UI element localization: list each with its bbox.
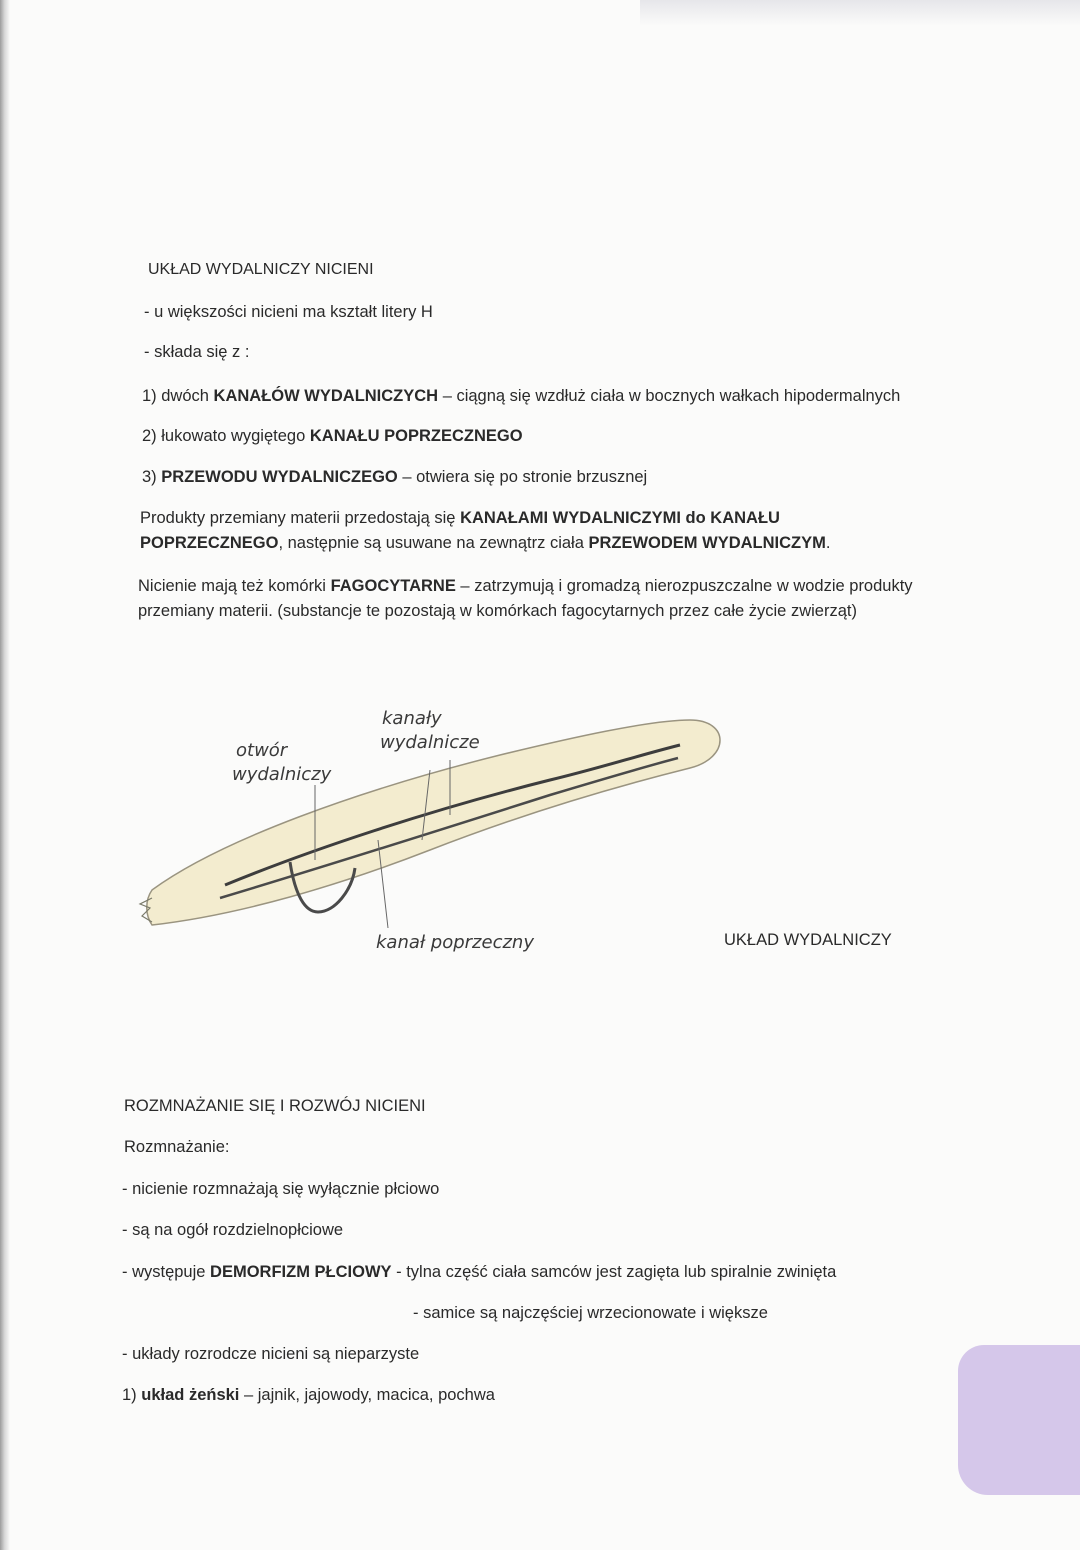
list-item-female-system: 1) układ żeński – jajnik, jajowody, macica, pochwa [122,1386,495,1404]
scan-top-shadow [640,0,1080,26]
label-canals-line2: wydalnicze [380,732,480,753]
nematode-excretory-diagram [130,690,750,960]
bullet-dimorphism: - występuje DEMORFIZM PŁCIOWY - tylna część ciała samców jest zagięta lub spiralnie zwinięta [122,1263,837,1281]
bullet-females: - samice są najczęściej wrzecionowate i większe [413,1304,768,1322]
bullet-consists-of: - składa się z : [144,343,250,361]
subheading-reproduction: Rozmnażanie: [124,1138,230,1156]
label-transverse-canal: kanał poprzeczny [376,932,534,953]
bullet-h-shape: - u większości nicieni ma kształt litery H [144,303,433,321]
diagram-caption: UKŁAD WYDALNICZY [724,931,892,949]
paragraph-phagocytic-cells: Nicienie mają też komórki FAGOCYTARNE – zatrzymują i gromadzą nierozpuszczalne w wodzie produkty przemiany materii. (substancje te pozostają w komórkach fagocytarnych przez całe życie zwierząt) [138,577,913,620]
paragraph-metabolic-products: Produkty przemiany materii przedostają się KANAŁAMI WYDALNICZYMI do KANAŁU POPRZECZNEGO, następnie są usuwane na zewnątrz ciała PRZEWODEM WYDALNICZYM. [140,509,831,552]
label-canals-line1: kanały [382,708,442,729]
label-opening-line1: otwór [236,740,288,761]
highlighter-mark [958,1345,1080,1495]
bullet-sexual-only: - nicienie rozmnażają się wyłącznie płciowo [122,1180,440,1198]
bullet-dioecious: - są na ogół rozdzielnopłciowe [122,1221,344,1239]
list-item-excretory-duct: 3) PRZEWODU WYDALNICZEGO – otwiera się po stronie brzusznej [142,468,648,486]
list-item-transverse-canal: 2) łukowato wygiętego KANAŁU POPRZECZNEGO [142,427,523,445]
section-heading-reproduction: ROZMNAŻANIE SIĘ I ROZWÓJ NICIENI [124,1097,426,1115]
bullet-unpaired: - układy rozrodcze nicieni są nieparzyste [122,1345,420,1363]
section-heading-excretory: UKŁAD WYDALNICZY NICIENI [148,261,374,278]
list-item-excretory-canals: 1) dwóch KANAŁÓW WYDALNICZYCH – ciągną się wzdłuż ciała w bocznych wałkach hipodermalnych [142,387,901,405]
scan-edge-shadow [0,0,10,1550]
label-opening-line2: wydalniczy [232,764,332,785]
